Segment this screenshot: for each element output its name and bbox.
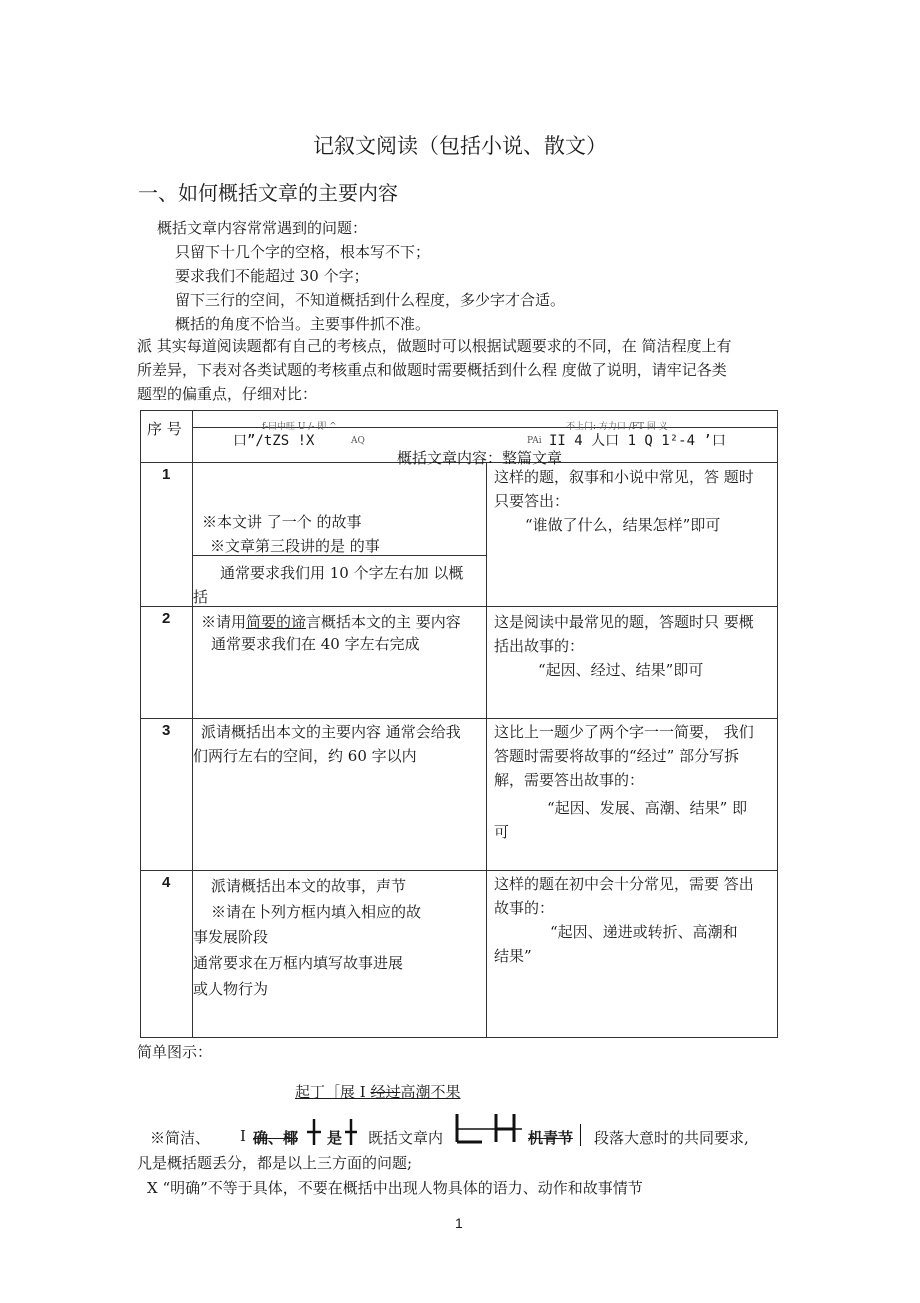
row-number: 3 bbox=[162, 722, 171, 739]
box-bracket-icon bbox=[452, 1112, 524, 1146]
note-line: 机青节 bbox=[528, 1129, 574, 1147]
row-mid-text: 通常要求我们在 40 字左右完成 bbox=[211, 635, 420, 653]
row-mid-text: 派请概括出本文的主要内容 通常会给我 bbox=[201, 723, 461, 741]
note-line: 是 bbox=[327, 1129, 343, 1147]
page-number: 1 bbox=[455, 1215, 463, 1231]
note-line: 既括文章内 bbox=[368, 1129, 444, 1147]
note-line: 确、椰 bbox=[253, 1129, 299, 1147]
row-mid-text: ※本文讲 了一个 的故事 bbox=[202, 513, 362, 531]
row-mid-text: 或人物行为 bbox=[193, 980, 269, 998]
cross-box-icon bbox=[344, 1117, 358, 1147]
row-right-text: 结果” bbox=[494, 947, 532, 965]
intro-paragraph-line: 题型的偏重点，仔细对比： bbox=[137, 385, 318, 403]
intro-item: 留下三行的空间，不知道概括到什么程度，多少字才合适。 bbox=[175, 291, 566, 309]
row-right-text: “起因、发展、高潮、结果” 即 bbox=[547, 799, 748, 817]
row-right-text: “起因、经过、结果”即可 bbox=[538, 661, 704, 679]
row-mid-text: 通常要求我们用 10 个字左右加 以概 bbox=[220, 564, 464, 582]
intro-item: 只留下十几个字的空格，根本写不下； bbox=[175, 243, 431, 261]
row-mid-text: 派请概括出本文的故事，声节 bbox=[211, 877, 407, 895]
row-right-text: 这比上一题少了两个字一一简要， 我们 bbox=[494, 723, 754, 741]
story-flow-diagram: 起丁［展 I 经过高潮不果 bbox=[295, 1083, 461, 1101]
intro-item: 概括的角度不恰当。主要事件抓不准。 bbox=[175, 315, 431, 333]
note-line: 段落大意时的共同要求, bbox=[594, 1129, 749, 1147]
row-right-text: 这样的题，叙事和小说中常见，答 题时 bbox=[494, 468, 754, 486]
row-mid-text: 们两行左右的空间，约 60 字以内 bbox=[193, 747, 417, 765]
row-mid-text: 括 bbox=[193, 588, 209, 606]
row-number: 1 bbox=[162, 466, 171, 483]
table-header-garble: AQ bbox=[351, 436, 365, 446]
row-right-text: “谁做了什么，结果怎样”即可 bbox=[525, 516, 721, 534]
row-mid-text: 通常要求在万框内填写故事进展 bbox=[193, 954, 404, 972]
row-right-text: 这是阅读中最常见的题，答题时只 要概 bbox=[494, 613, 754, 631]
intro-lead: 概括文章内容常常遇到的问题： bbox=[157, 219, 368, 237]
row-right-text: 括出故事的： bbox=[494, 637, 585, 655]
note-line: ※简洁、 bbox=[150, 1129, 211, 1147]
row-mid-text: ※请用简要的谛言概括本文的主 要内容 bbox=[201, 613, 461, 631]
row-number: 2 bbox=[162, 610, 171, 627]
row-right-text: 故事的： bbox=[494, 899, 555, 917]
document-title: 记叙文阅读（包括小说、散文） bbox=[313, 134, 607, 158]
row-number: 4 bbox=[162, 874, 171, 891]
table-header-garble: f-曰中旺 U /- 即 ^ bbox=[262, 422, 337, 432]
row-mid-text: 事发展阶段 bbox=[193, 928, 269, 946]
note-line: X “明确”不等于具体，不要在概括中出现人物具体的语力、动作和故事情节 bbox=[147, 1179, 643, 1197]
intro-item: 要求我们不能超过 30 个字； bbox=[175, 267, 369, 285]
row-right-text: 解，需要答出故事的： bbox=[494, 771, 645, 789]
cross-box-icon bbox=[305, 1117, 323, 1147]
note-line: 凡是概括题丢分，都是以上三方面的问题; bbox=[137, 1154, 413, 1172]
row-right-text: 只要答出： bbox=[494, 492, 570, 510]
table-header-garble: 不上门: 方力口 /FT 回 义 bbox=[566, 422, 668, 432]
intro-paragraph-line: 派 其实每道阅读题都有自己的考核点，做题时可以根据试题要求的不同，在 简洁程度上有 bbox=[137, 337, 732, 355]
row-right-text: 这样的题在初中会十分常见，需要 答出 bbox=[494, 875, 754, 893]
row-mid-text: ※请在卜列方框内填入相应的故 bbox=[211, 903, 422, 921]
table-header-garble: PAi bbox=[527, 436, 542, 446]
note-line: I bbox=[240, 1127, 246, 1145]
row-right-text: 可 bbox=[494, 823, 510, 841]
table-header-seq: 序 号 bbox=[147, 420, 182, 438]
table-header-garble: II 4 人口 1 Q 1²-4 ’口 bbox=[549, 433, 726, 449]
table-header-garble: 口”/tZS !X bbox=[233, 433, 315, 449]
table-header-subtitle: 概括文章内容：整篇文章 bbox=[397, 449, 563, 467]
section-heading: 一、如何概括文章的主要内容 bbox=[138, 181, 398, 205]
intro-paragraph-line: 所差异，下表对各类试题的考核重点和做题时需要概括到什么程 度做了说明，请牢记各类 bbox=[137, 361, 727, 379]
row-mid-text: ※文章第三段讲的是 的事 bbox=[210, 537, 380, 555]
diagram-label: 简单图示： bbox=[137, 1043, 213, 1061]
row-right-text: “起因、递进或转折、高潮和 bbox=[550, 923, 738, 941]
row-right-text: 答题时需要将故事的“经过” 部分写拆 bbox=[494, 747, 740, 765]
